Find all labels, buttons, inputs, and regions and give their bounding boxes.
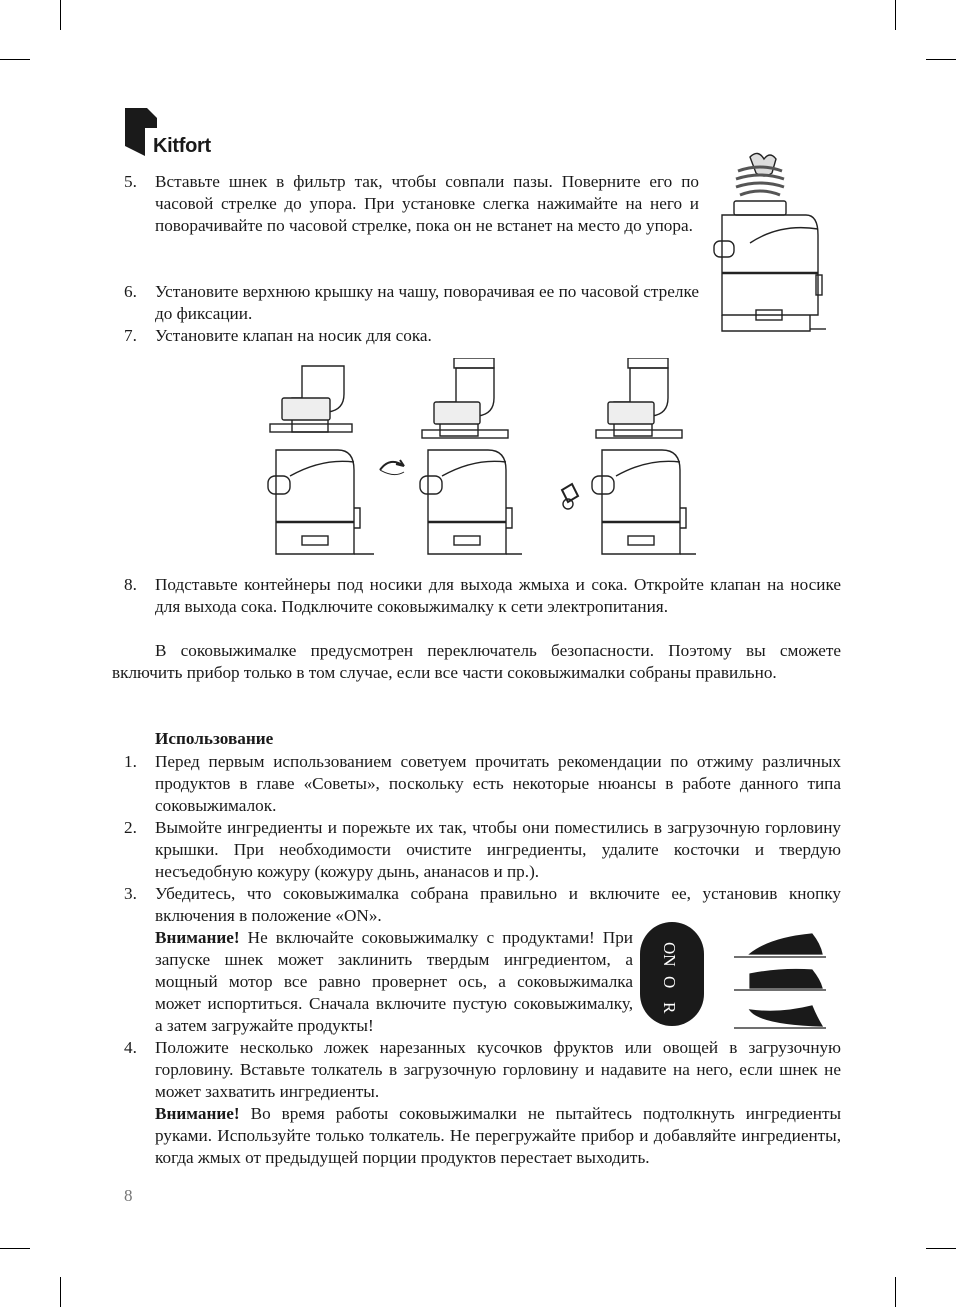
usage-text: Вымойте ингредиенты и порежьте их так, чтобы они поместились в загрузочную горловину крышки. При необходимости очистите ингредиенты, удалите косточки и твердую несъедобную кожуру (кожуру дынь, ананасов и пр.). xyxy=(155,818,841,881)
crop-mark xyxy=(0,59,30,60)
usage-heading: Использование xyxy=(155,729,274,748)
switch-on-label: ON xyxy=(660,942,679,967)
warning-text: Не включайте соковыжималку с продуктами! При запуске шнек может заклинить твердым ингредиентом, а мощный мотор все равно провернет ось, а соковыжималка может испортиться. Сначала включите пустую соковыжималку, а затем загружайте продукты! xyxy=(155,928,633,1035)
step-text: Установите верхнюю крышку на чашу, поворачивая ее по часовой стрелке до фиксации. xyxy=(155,282,699,323)
assembly-illustration xyxy=(262,358,702,568)
step-text: Вставьте шнек в фильтр так, чтобы совпали пазы. Поверните его по часовой стрелке до упора. При установке слегка нажимайте на него и поворачивайте по часовой стрелке, пока он не встанет на место до упора. xyxy=(155,172,699,235)
switch-positions-illustration xyxy=(730,932,830,1032)
brand-logo xyxy=(125,108,245,160)
usage-number: 3. xyxy=(124,884,137,903)
warning-2 xyxy=(155,1103,841,1169)
crop-mark xyxy=(895,0,896,30)
usage-number: 4. xyxy=(124,1038,137,1057)
page-number: 8 xyxy=(124,1186,133,1205)
crop-mark xyxy=(60,1277,61,1307)
power-switch-illustration xyxy=(640,922,704,1026)
warning-label: Внимание! xyxy=(155,928,240,947)
step-number: 6. xyxy=(124,282,137,301)
juicer-auger-illustration xyxy=(710,145,830,345)
switch-r-label: R xyxy=(660,1002,679,1014)
step-number: 8. xyxy=(124,575,137,594)
usage-number: 1. xyxy=(124,752,137,771)
step-text: Установите клапан на носик для сока. xyxy=(155,326,432,345)
usage-number: 2. xyxy=(124,818,137,837)
crop-mark xyxy=(0,1248,30,1249)
warning-1 xyxy=(155,927,633,1037)
crop-mark xyxy=(895,1277,896,1307)
step-number: 7. xyxy=(124,326,137,345)
step-text: Подставьте контейнеры под носики для выхода жмыха и сока. Откройте клапан на носике для выхода сока. Подключите соковыжималку к сети электропитания. xyxy=(155,575,841,616)
usage-text: Перед первым использованием советуем прочитать рекомендации по отжиму различных продуктов в главе «Советы», поскольку есть некоторые нюансы в работе данного типа соковыжималок. xyxy=(155,752,841,815)
crop-mark xyxy=(926,1248,956,1249)
warning-text: Во время работы соковыжималки не пытайтесь подтолкнуть ингредиенты руками. Используйте только толкатель. Не перегружайте прибор и добавляйте ингредиенты, когда жмых от предыдущей порции продуктов перестает выходить. xyxy=(155,1104,841,1167)
crop-mark xyxy=(926,59,956,60)
switch-zero-label: O xyxy=(660,976,679,989)
brand-name: Kitfort xyxy=(153,135,211,157)
crop-mark xyxy=(60,0,61,30)
usage-text-body: Положите несколько ложек нарезанных кусочков фруктов или овощей в загрузочную горловину. Вставьте толкатель в загрузочную горловину и надавите на него, если шнек не может захватить ингредиенты. xyxy=(155,1038,841,1101)
usage-text xyxy=(155,1037,841,1101)
warning-label: Внимание! xyxy=(155,1104,240,1123)
usage-text: Убедитесь, что соковыжималка собрана правильно и включите ее, установив кнопку включения в положение «ON». xyxy=(155,884,841,925)
safety-note: В соковыжималке предусмотрен переключатель безопасности. Поэтому вы сможете включить прибор только в том случае, если все части соковыжималки собраны правильно. xyxy=(112,641,841,682)
step-number: 5. xyxy=(124,172,137,191)
